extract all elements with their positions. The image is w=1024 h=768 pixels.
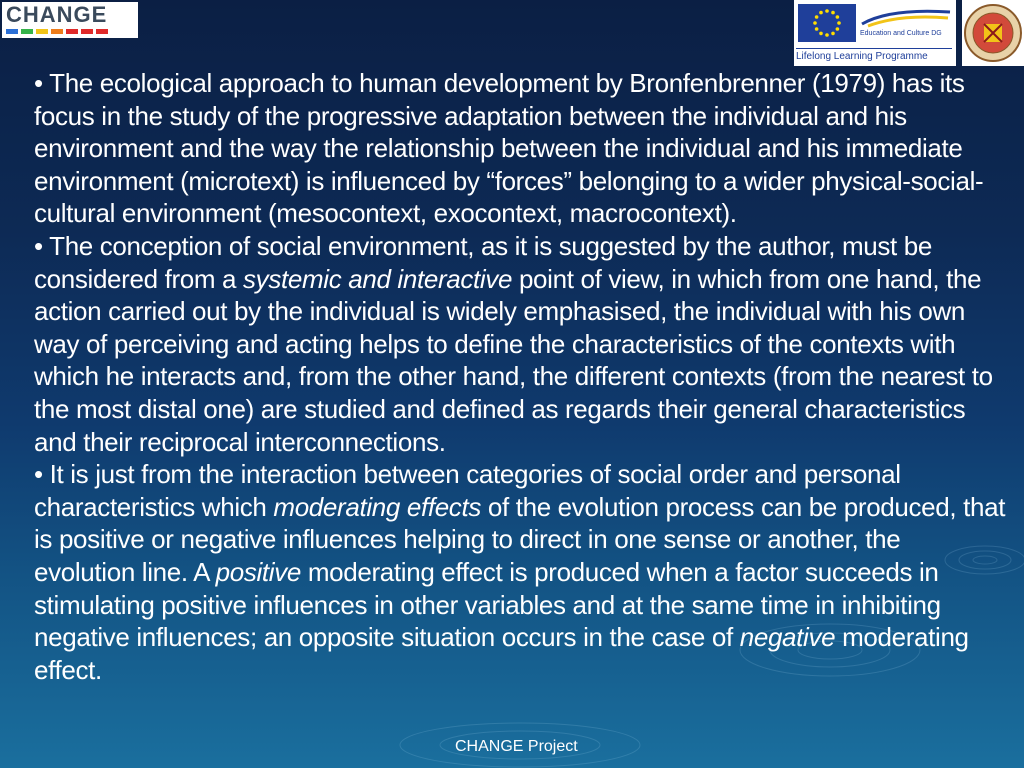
eu-star-icon bbox=[836, 27, 840, 31]
italic-text-run: moderating effects bbox=[273, 491, 481, 522]
eu-stars-icon bbox=[798, 4, 856, 42]
eu-star-icon bbox=[815, 27, 819, 31]
eu-star-icon bbox=[819, 11, 823, 15]
eu-star-icon bbox=[825, 33, 829, 37]
eu-programme-label: Lifelong Learning Programme bbox=[796, 48, 952, 62]
eu-star-icon bbox=[836, 15, 840, 19]
seal-icon bbox=[962, 0, 1024, 66]
eu-star-icon bbox=[815, 15, 819, 19]
text-run: • The ecological approach to human development by Bronfenbrenner (1979) has its focus in the study of the progressive adaptation between the individual and his environment and the way the relationship between the individual and his immediate environment (microtext) is influenced by “forces” belonging to a wider physical-social-cultural environment (mesocontext, exocontext, macrocontext). bbox=[34, 68, 984, 229]
eu-star-icon bbox=[813, 21, 817, 25]
change-logo-text: CHANGE bbox=[6, 2, 108, 27]
university-seal-logo bbox=[962, 0, 1024, 66]
slide-body-text bbox=[34, 67, 1006, 686]
change-logo-stripe bbox=[21, 29, 33, 34]
change-logo-stripe bbox=[6, 29, 18, 34]
eu-star-icon bbox=[831, 11, 835, 15]
eu-star-icon bbox=[837, 21, 841, 25]
change-logo-stripe bbox=[81, 29, 93, 34]
italic-text-run: negative bbox=[739, 622, 836, 653]
change-logo bbox=[2, 2, 138, 38]
change-logo-color-stripes bbox=[6, 29, 134, 34]
text-run: of the evolution process can be produced, that is positive or negative influences helping to direct in one sense or another, the evolution line. A bbox=[34, 491, 1006, 587]
bullet-paragraph bbox=[34, 458, 1006, 686]
bullet-paragraph bbox=[34, 67, 1006, 230]
eu-flag-icon bbox=[798, 4, 856, 42]
change-logo-stripe bbox=[96, 29, 108, 34]
eu-star-icon bbox=[831, 32, 835, 36]
eu-star-icon bbox=[825, 9, 829, 13]
text-run: moderating effect is produced when a factor succeeds in stimulating positive influences in other variables and at the same time in inhibiting negative influences; an opposite situation occurs in the case of bbox=[34, 556, 941, 653]
italic-text-run: systemic and interactive bbox=[243, 263, 513, 294]
text-run: • The conception of social environment, as it is suggested by the author, must be considered from a bbox=[34, 230, 933, 294]
italic-text-run: positive bbox=[215, 556, 301, 587]
text-run: point of view, in which from one hand, the action carried out by the individual is widely emphasised, the individual with his own way of perceiving and acting helps to define the characteristics of the contexts with which he interacts and, from the other hand, the different contexts (from the nearest to the most distal one) are studied and defined as regards their general characteristics and their reciprocal interconnections. bbox=[34, 263, 993, 457]
eu-star-icon bbox=[819, 32, 823, 36]
change-logo-stripe bbox=[36, 29, 48, 34]
footer-label: CHANGE Project bbox=[455, 738, 578, 755]
bullet-paragraph bbox=[34, 230, 1006, 458]
change-logo-stripe bbox=[66, 29, 78, 34]
eu-lifelong-learning-logo bbox=[794, 0, 956, 66]
text-run: • It is just from the interaction between categories of social order and personal characteristics which bbox=[34, 459, 901, 522]
text-run: moderating effect. bbox=[34, 622, 969, 685]
eu-caption: Education and Culture DG bbox=[860, 30, 942, 37]
eu-swoosh-icon bbox=[860, 6, 952, 28]
change-logo-stripe bbox=[51, 29, 63, 34]
